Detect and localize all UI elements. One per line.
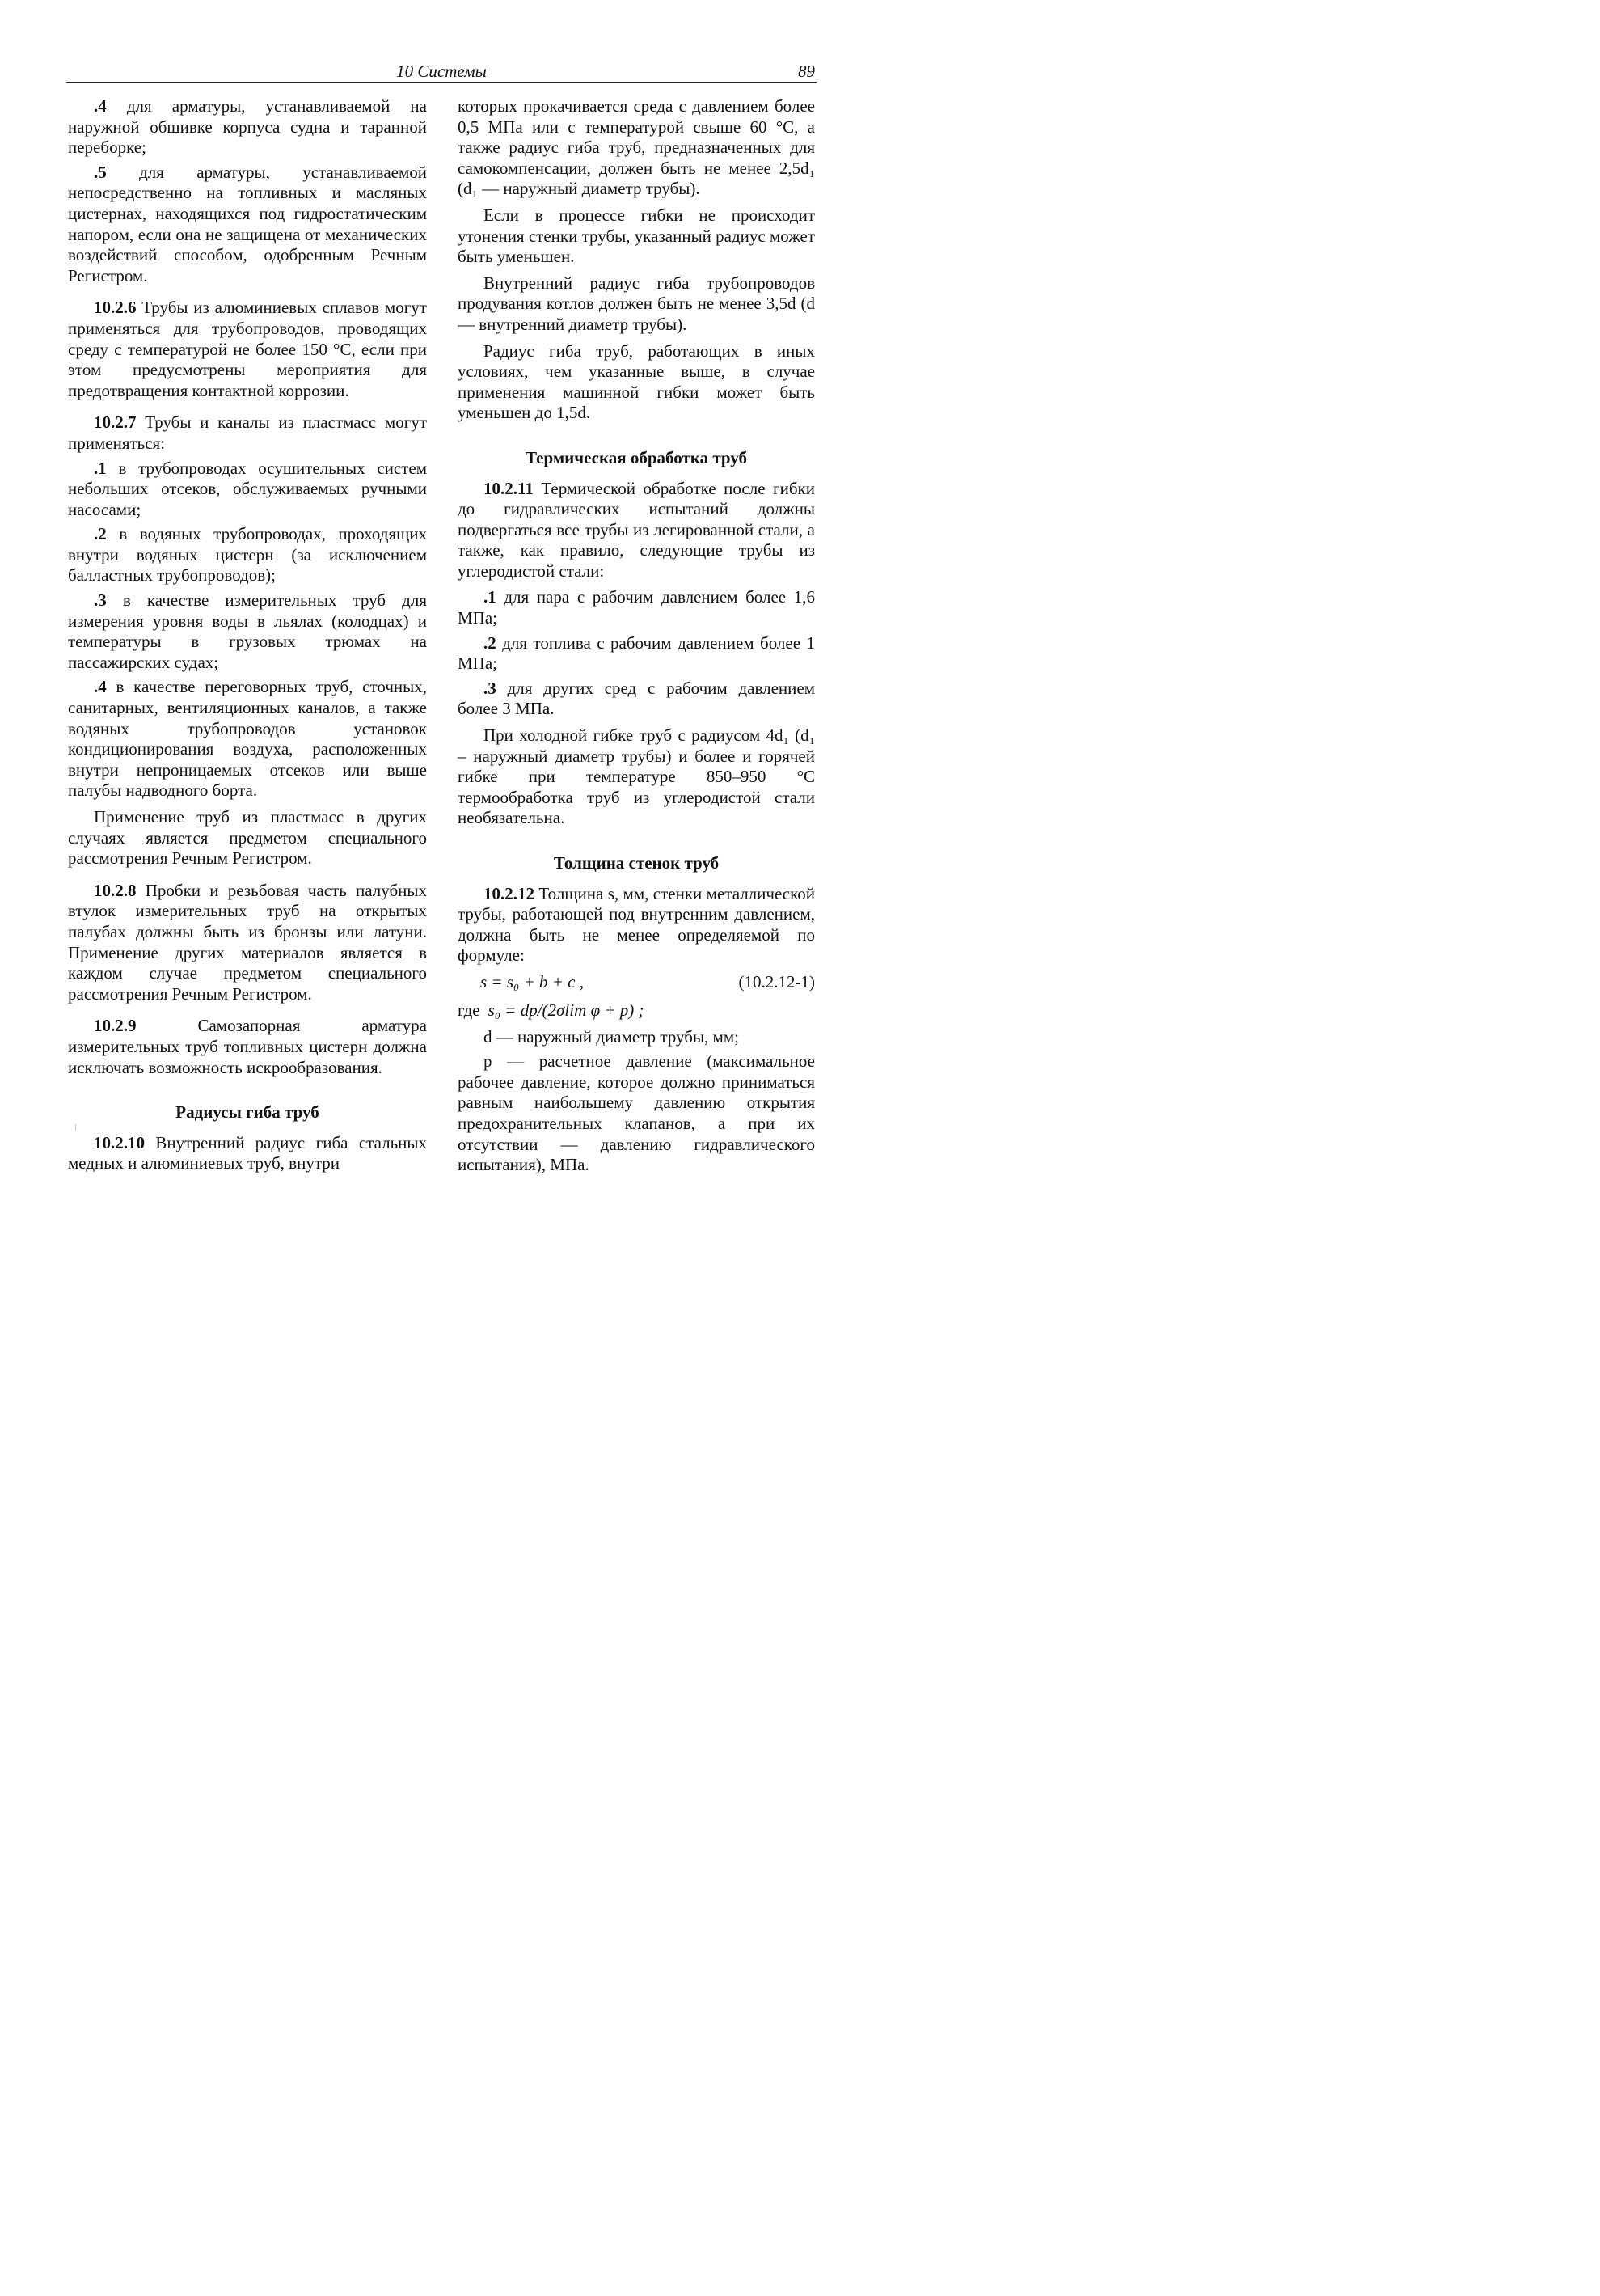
item-number: .2: [94, 524, 107, 544]
paragraph: [458, 587, 815, 628]
paragraph: [68, 1133, 427, 1174]
paragraph: [68, 163, 427, 287]
right-column: [458, 96, 815, 1182]
where-label: где: [458, 1000, 480, 1020]
left-column: [68, 96, 427, 1180]
paragraph-text: для арматуры, устанавливаемой на наружной обшивке корпуса судна и таранной переборке;: [68, 96, 427, 158]
paragraph: [458, 96, 815, 200]
paragraph: [68, 96, 427, 159]
paragraph-text: Толщина s, мм, стенки металлической трубы, работающей под внутренним давлением, должна быть не менее определяемой по формуле:: [458, 883, 815, 966]
clause-number: 10.2.7: [94, 412, 137, 433]
paragraph-text: для арматуры, устанавливаемой непосредственно на топливных и масляных цистернах, находящихся под гидростатическим напором, если она не защищена от механических воздействий способом, одобренным Речным Регистром.: [68, 162, 427, 285]
paragraph: [68, 677, 427, 801]
item-number: .4: [94, 96, 107, 116]
item-number: .1: [94, 458, 107, 478]
paragraph: [458, 1027, 815, 1048]
paragraph-text: которых прокачивается среда с давлением более 0,5 МПа или с температурой свыше 60 °С, а также радиус гиба труб, предназначенных для самокомпенсации, должен быть не менее 2,5d₁ (d₁ — наружный диаметр трубы).: [458, 96, 815, 199]
paragraph: [458, 884, 815, 966]
paragraph: [68, 1016, 427, 1078]
paragraph-text: в качестве измерительных труб для измерения уровня воды в льялах (колодцах) и температуры в грузовых трюмах на пассажирских судах;: [68, 590, 427, 672]
running-title: 10 Системы: [396, 61, 487, 81]
paragraph-text: Пробки и резьбовая часть палубных втулок измерительных труб на открытых палубах должны быть из бронзы или латуни. Применение других материалов является в каждом случае предметом специального рассмотрения Речным Регистром.: [68, 880, 427, 1004]
page-header: [66, 58, 817, 83]
paragraph-text: для топлива с рабочим давлением более 1 МПа;: [458, 632, 815, 674]
paragraph: [458, 633, 815, 674]
paragraph-text: p — расчетное давление (максимальное рабочее давление, которое должно приниматься равным наибольшему давлению открытия предохранительных клапанов, а при их отсутствии — давлению гидравлического испытания), МПа.: [458, 1051, 815, 1175]
formula-where: [458, 1000, 815, 1021]
paragraph: [458, 273, 815, 336]
paragraph: [458, 479, 815, 582]
paragraph: [458, 1051, 815, 1176]
paragraph: [458, 679, 815, 720]
paragraph-text: Если в процессе гибки не происходит утонения стенки трубы, указанный радиус может быть уменьшен.: [458, 205, 815, 267]
section-heading: Радиусы гиба труб: [175, 1102, 319, 1123]
paragraph: [68, 459, 427, 521]
item-number: .4: [94, 677, 107, 697]
formula-line: [458, 972, 815, 995]
item-number: .5: [94, 162, 107, 182]
clause-number: 10.2.8: [94, 880, 137, 900]
paragraph-text: для пара с рабочим давлением более 1,6 МПа;: [458, 587, 815, 628]
paragraph-text: Термической обработке после гибки до гидравлических испытаний должны подвергаться все трубы из легированной стали, а также, как правило, следующие трубы из углеродистой стали:: [458, 478, 815, 581]
paragraph: [68, 590, 427, 673]
clause-number: 10.2.11: [483, 478, 534, 498]
section-heading: Толщина стенок труб: [553, 853, 720, 873]
paragraph-text: При холодной гибке труб с радиусом 4d₁ (d₁ – наружный диаметр трубы) и более и горячей гибке при температуре 850–950 °С термообработка труб из углеродистой стали необязательна.: [458, 725, 815, 828]
formula-number: (10.2.12-1): [738, 971, 815, 992]
paragraph: [458, 341, 815, 424]
paragraph-text: Самозапорная арматура измерительных труб топливных цистерн должна исключать возможность искрообразования.: [68, 1016, 427, 1077]
paragraph-text: для других сред с рабочим давлением более 3 МПа.: [458, 678, 815, 719]
paragraph: [68, 298, 427, 401]
item-number: .3: [483, 678, 496, 698]
paragraph-text: d — наружный диаметр трубы, мм;: [483, 1026, 739, 1047]
paragraph: [68, 524, 427, 586]
paragraph-text: Радиус гиба труб, работающих в иных условиях, чем указанные выше, в случае применения машинной гибки может быть уменьшен до 1,5d.: [458, 340, 815, 423]
paragraph: [68, 412, 427, 454]
where-formula: s₀ = dp/(2σlim φ + p) ;: [488, 1000, 644, 1020]
section-heading: Термическая обработка труб: [525, 447, 748, 467]
item-number: .3: [94, 590, 107, 611]
clause-number: 10.2.12: [483, 883, 534, 903]
paragraph-text: Трубы из алюминиевых сплавов могут применяться для трубопроводов, проводящих среду с температурой не более 150 °С, если при этом предусмотрены мероприятия для предотвращения контактной коррозии.: [68, 298, 427, 400]
item-number: .1: [483, 587, 496, 607]
page-number: 89: [798, 61, 815, 81]
paragraph-text: Внутренний радиус гиба стальных медных и алюминиевых труб, внутри: [68, 1132, 427, 1173]
scan-mark: [75, 1124, 76, 1131]
paragraph-text: Трубы и каналы из пластмасс могут применяться:: [68, 412, 427, 453]
paragraph: [68, 881, 427, 1005]
item-number: .2: [483, 632, 496, 653]
clause-number: 10.2.6: [94, 298, 137, 318]
paragraph: [458, 725, 815, 829]
paragraph-text: в трубопроводах осушительных систем небольших отсеков, обслуживаемых ручными насосами;: [68, 458, 427, 519]
paragraph-text: Внутренний радиус гиба трубопроводов продувания котлов должен быть не менее 3,5d (d — внутренний диаметр трубы).: [458, 273, 815, 334]
paragraph-text: в водяных трубопроводах, проходящих внутри водяных цистерн (за исключением балластных трубопроводов);: [68, 524, 427, 586]
clause-number: 10.2.10: [94, 1132, 145, 1152]
paragraph: [68, 807, 427, 869]
paragraph-text: в качестве переговорных труб, сточных, санитарных, вентиляционных каналов, а также водяных трубопроводов установок кондиционирования воздуха, расположенных внутри непроницаемых отсеков или выше палубы надводного борта.: [68, 677, 427, 801]
paragraph: [458, 205, 815, 268]
formula: s = s₀ + b + c ,: [480, 971, 584, 992]
paragraph-text: Применение труб из пластмасс в других случаях является предметом специального рассмотрения Речным Регистром.: [68, 807, 427, 869]
clause-number: 10.2.9: [94, 1016, 137, 1036]
